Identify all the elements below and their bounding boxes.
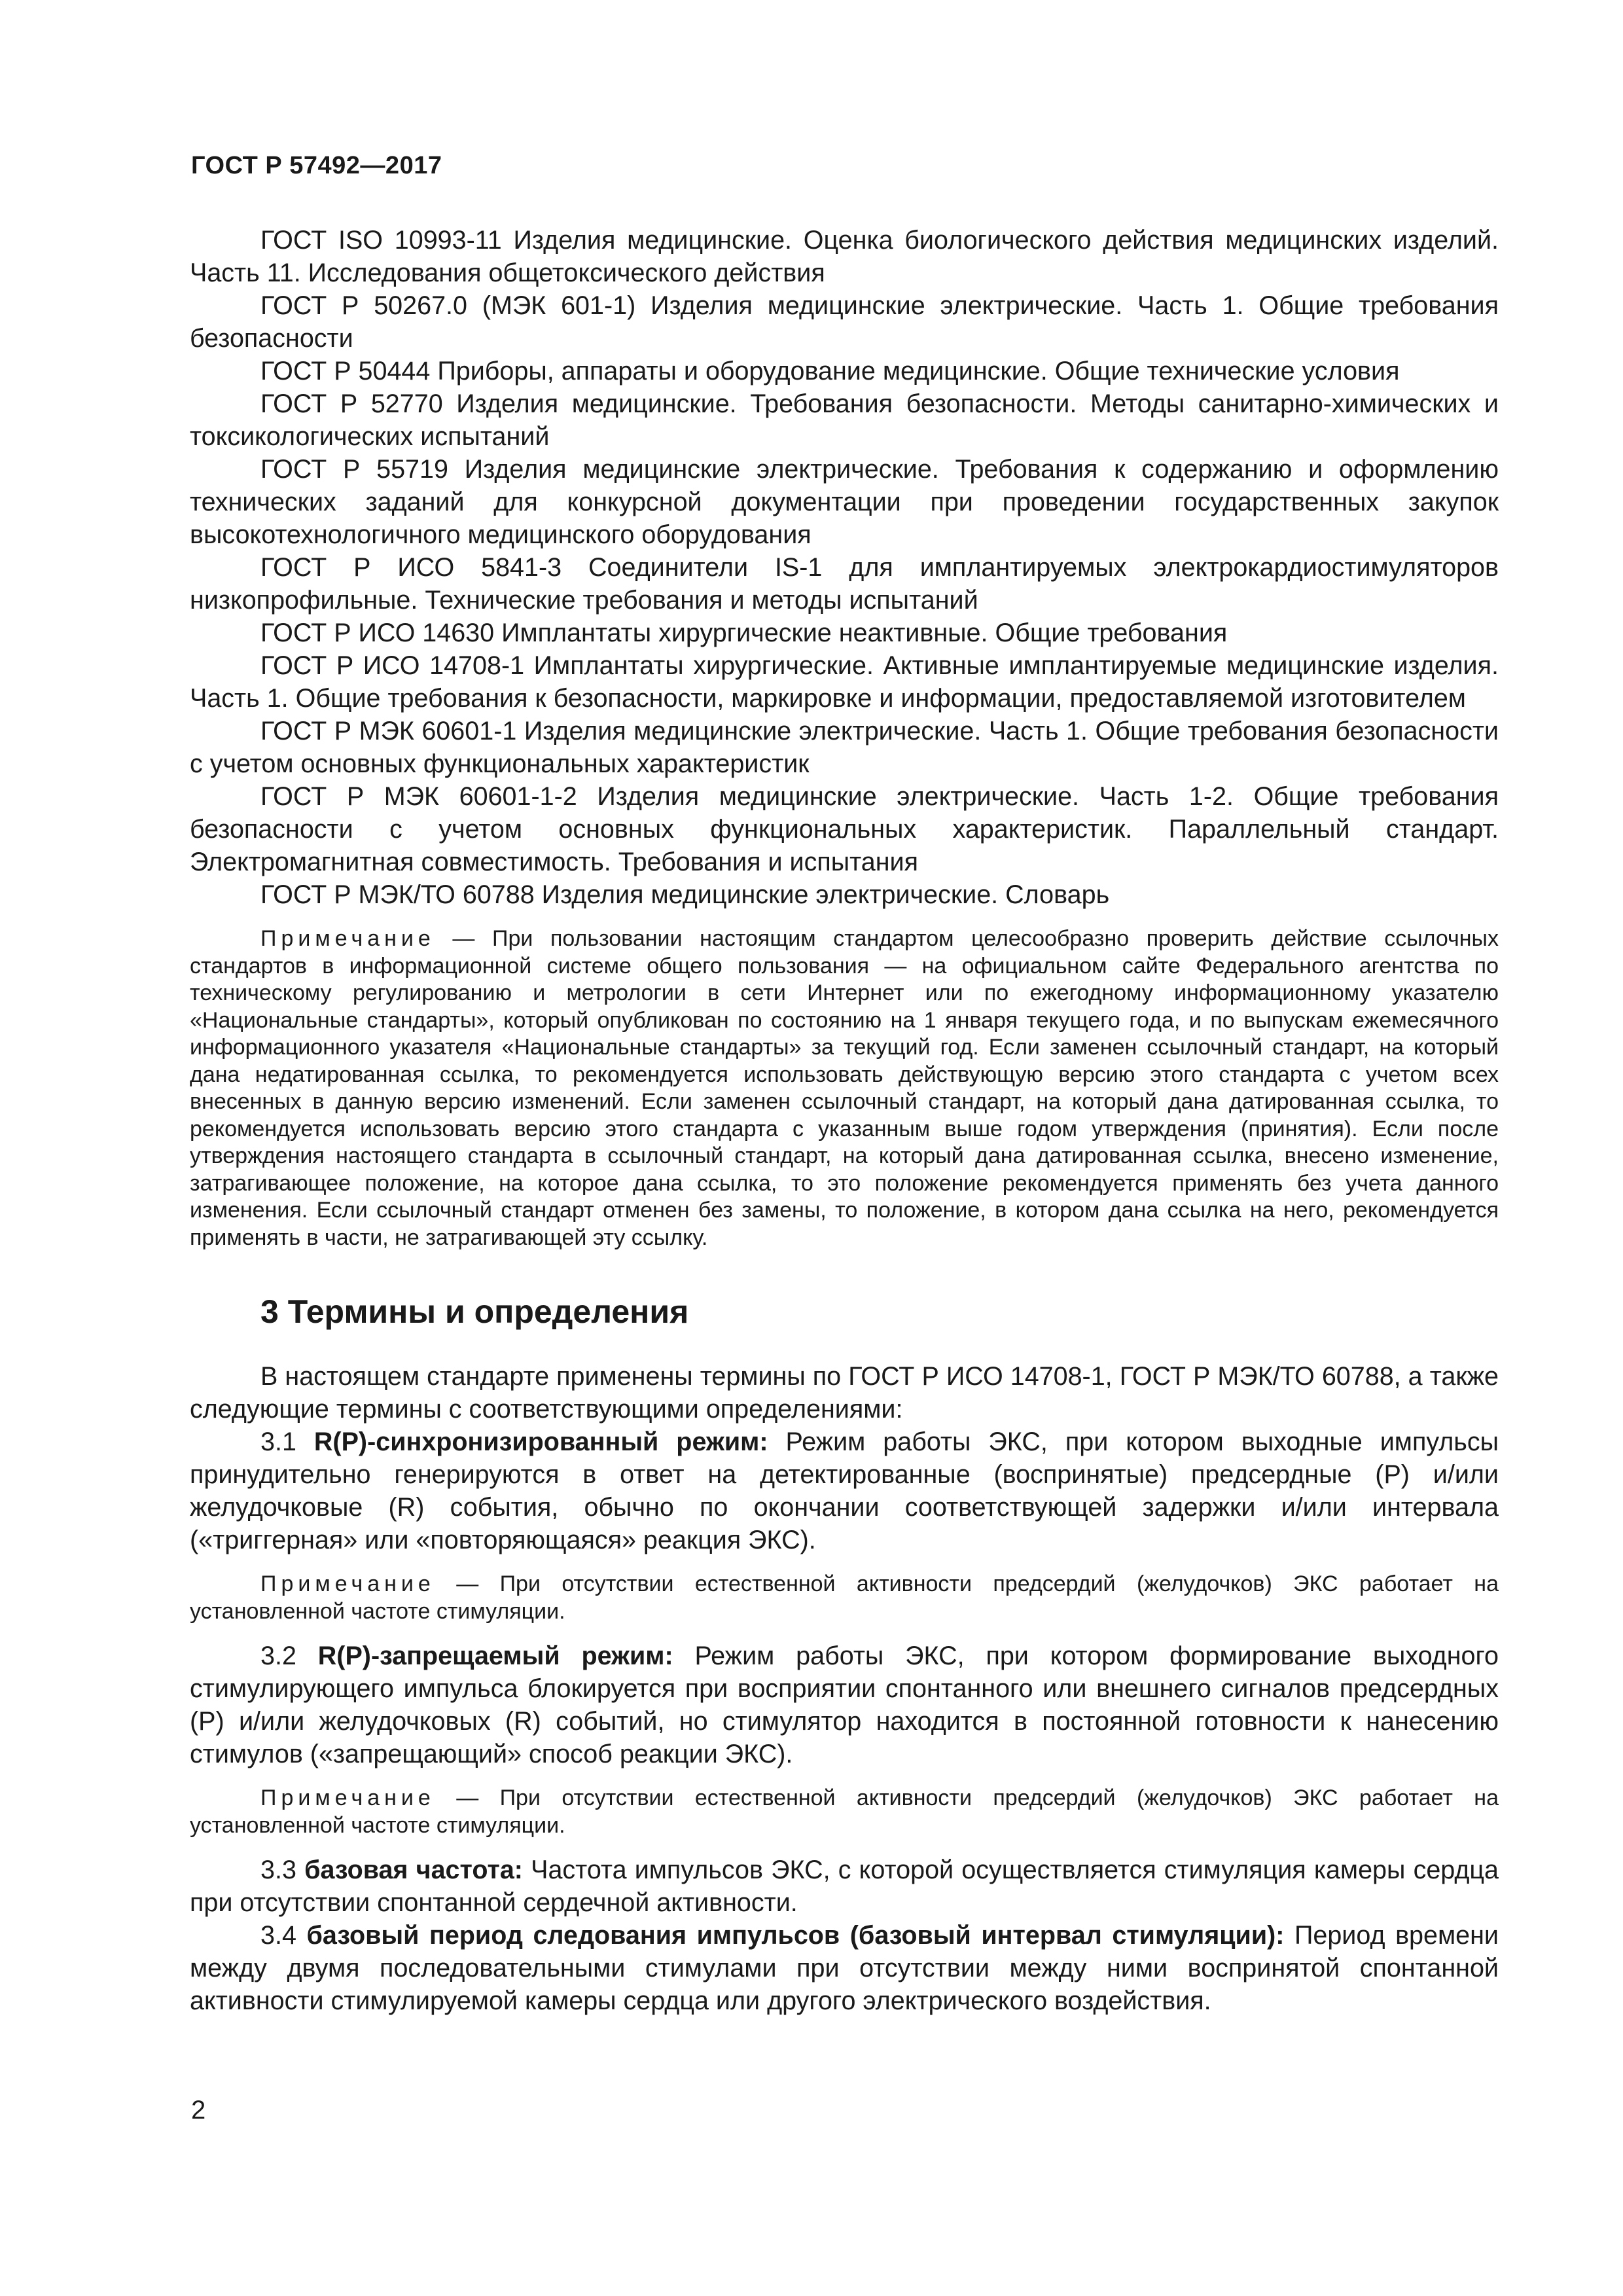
- term-number: 3.2: [260, 1641, 318, 1670]
- section-intro: В настоящем стандарте применены термины по ГОСТ Р ИСО 14708-1, ГОСТ Р МЭК/ТО 60788, а также следующие термины с соответствующими определениями:: [190, 1362, 1499, 1424]
- note-label: Примечание: [260, 926, 435, 951]
- references-note: [190, 925, 1499, 1251]
- reference-item: ГОСТ Р МЭК/ТО 60788 Изделия медицинские электрические. Словарь: [260, 880, 1110, 909]
- term-definition: [190, 1426, 1499, 1556]
- term-definition: [190, 1640, 1499, 1770]
- reference-item: ГОСТ Р ИСО 14630 Имплантаты хирургические неактивные. Общие требования: [260, 619, 1228, 647]
- term-name: R(Р)-запрещаемый режим:: [317, 1641, 673, 1670]
- reference-item: ГОСТ Р МЭК 60601-1 Изделия медицинские электрические. Часть 1. Общие требования безопасности с учетом основных функциональных характеристик: [190, 717, 1499, 778]
- term-text: Режим работы ЭКС, при котором выходные импульсы принудительно генерируются в ответ на детектированные (воспринятые) предсердные (Р) и/или желудочковые (R) события, обычно по окончании соответствующей задержки и/или интервала («триггерная» или «повторяющаяся» реакция ЭКС).: [190, 1427, 1499, 1554]
- reference-item: ГОСТ Р 50267.0 (МЭК 601-1) Изделия медицинские электрические. Часть 1. Общие требования безопасности: [190, 291, 1499, 353]
- reference-item: ГОСТ Р 50444 Приборы, аппараты и оборудование медицинские. Общие технические условия: [260, 357, 1400, 386]
- reference-item: ГОСТ Р 52770 Изделия медицинские. Требования безопасности. Методы санитарно-химических и токсикологических испытаний: [190, 389, 1499, 451]
- term-text: Частота импульсов ЭКС, с которой осуществляется стимуляция камеры сердца при отсутствии спонтанной сердечной активности.: [190, 1856, 1499, 1917]
- note-label: Примечание: [260, 1571, 435, 1596]
- term-definition: [190, 1854, 1499, 1919]
- note-text: — При отсутствии естественной активности предсердий (желудочков) ЭКС работает на установленной частоте стимуляции.: [190, 1785, 1499, 1838]
- note-text: — При отсутствии естественной активности предсердий (желудочков) ЭКС работает на установленной частоте стимуляции.: [190, 1571, 1499, 1624]
- reference-item: ГОСТ Р ИСО 14708-1 Имплантаты хирургические. Активные имплантируемые медицинские изделия. Часть 1. Общие требования к безопасности, маркировке и информации, предоставляемой изготовителем: [190, 651, 1499, 713]
- note-text: — При пользовании настоящим стандартом целесообразно проверить действие ссылочных стандартов в информационной системе общего пользования — на официальном сайте Федерального агентства по техническому регулированию и метрологии в сети Интернет или по ежегодному информационному указателю «Национальные стандарты», который опубликован по состоянию на 1 января текущего года, и по выпускам ежемесячного информационного указателя «Национальные стандарты» за текущий год. Если заменен ссылочный стандарт, на который дана недатированная ссылка, то рекомендуется использовать действующую версию этого стандарта с учетом всех внесенных в данную версию изменений. Если заменен ссылочный стандарт, на который дана датированная ссылка, то рекомендуется использовать версию этого стандарта с указанным выше годом утверждения (принятия). Если после утверждения настоящего стандарта в ссылочный стандарт, на который дана датированная ссылка, внесено изменение, затрагивающее положение, на которое дана ссылка, то это положение рекомендуется применять без учета данного изменения. Если ссылочный стандарт отменен без замены, то положение, в котором дана ссылка на него, рекомендуется применять в части, не затрагивающей эту ссылку.: [190, 926, 1499, 1250]
- term-text: Период времени между двумя последовательными стимулами при отсутствии между ними воспринятой спонтанной активности стимулируемой камеры сердца или другого электрического воздействия.: [190, 1921, 1499, 2015]
- term-definition: [190, 1919, 1499, 2017]
- term-number: 3.3: [260, 1856, 305, 1884]
- term-note: [190, 1785, 1499, 1839]
- reference-item: ГОСТ Р 55719 Изделия медицинские электрические. Требования к содержанию и оформлению технических заданий для конкурсной документации при проведении государственных закупок высокотехнологичного медицинского оборудования: [190, 455, 1499, 549]
- term-note: [190, 1571, 1499, 1625]
- term-number: 3.4: [260, 1921, 307, 1950]
- term-text: Режим работы ЭКС, при котором формирование выходного стимулирующего импульса блокируется при восприятии спонтанного или внешнего сигналов предсердных (Р) и/или желудочковых (R) событий, но стимулятор находится в постоянной готовности к нанесению стимулов («запрещающий» способ реакции ЭКС).: [190, 1641, 1499, 1768]
- note-label: Примечание: [260, 1785, 435, 1810]
- term-number: 3.1: [260, 1427, 314, 1456]
- document-header: ГОСТ Р 57492—2017: [191, 152, 442, 179]
- reference-item: ГОСТ Р ИСО 5841-3 Соединители IS-1 для имплантируемых электрокардиостимуляторов низкопрофильные. Технические требования и методы испытаний: [190, 553, 1499, 615]
- reference-item: ГОСТ Р МЭК 60601-1-2 Изделия медицинские электрические. Часть 1-2. Общие требования безопасности с учетом основных функциональных характеристик. Параллельный стандарт. Электромагнитная совместимость. Требования и испытания: [190, 782, 1499, 876]
- term-name: R(Р)-синхронизированный режим:: [313, 1427, 768, 1456]
- page-number: 2: [191, 2096, 206, 2125]
- term-name: базовая частота:: [304, 1856, 523, 1884]
- term-name: базовый период следования импульсов (базовый интервал стимуляции):: [306, 1921, 1285, 1950]
- page-content: [190, 224, 1499, 2017]
- reference-item: ГОСТ ISO 10993-11 Изделия медицинские. Оценка биологического действия медицинских изделий. Часть 11. Исследования общетоксического действия: [190, 226, 1499, 287]
- section-title: 3 Термины и определения: [260, 1293, 689, 1330]
